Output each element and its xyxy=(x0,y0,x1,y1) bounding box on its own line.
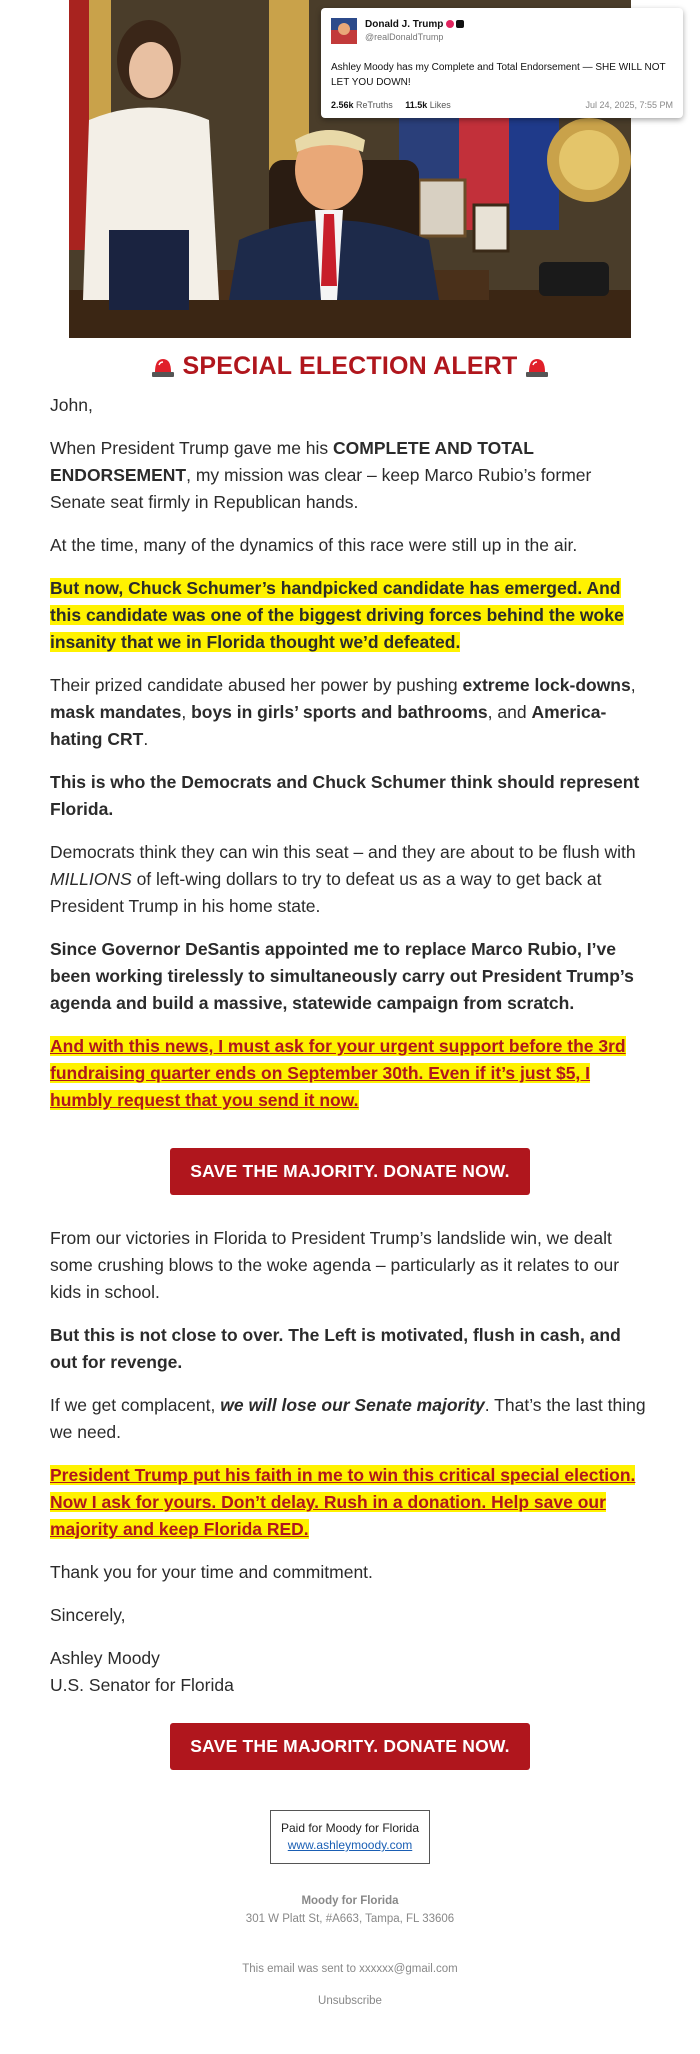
org-address: 301 W Platt St, #A663, Tampa, FL 33606 xyxy=(245,1913,455,1925)
truth-social-post-card xyxy=(321,8,683,118)
paragraph-desantis: Since Governor DeSantis appointed me to replace Marco Rubio, I’ve been working tirelessly to simultaneously carry out President Trump’s agenda and build a massive, statewide campaign from scratch. xyxy=(50,939,634,1013)
signer-title: U.S. Senator for Florida xyxy=(50,1675,234,1695)
paragraph-candidate-record: Their prized candidate abused her power by pushing extreme lock-downs, mask mandates, boys in girls’ sports and bathrooms, and America-hating CRT. xyxy=(50,675,636,749)
paragraph-thanks: Thank you for your time and commitment. xyxy=(50,1562,373,1582)
donate-button-row xyxy=(50,1148,650,1195)
more-icon xyxy=(456,20,464,28)
org-name: Moody for Florida xyxy=(301,1895,399,1907)
paid-for-text: Paid for Moody for Florida xyxy=(280,1821,420,1835)
post-date: Jul 24, 2025, 7:55 PM xyxy=(585,100,673,110)
paragraph-schumer-candidate: But now, Chuck Schumer’s handpicked candidate has emerged. And this candidate was one of the biggest driving forces behind the woke insanity that we in Florida thought we’d defeated. xyxy=(50,578,624,652)
paragraph-dynamics: At the time, many of the dynamics of this race were still up in the air. xyxy=(50,535,578,555)
siren-icon xyxy=(151,355,175,377)
alert-title: SPECIAL ELECTION ALERT xyxy=(0,352,700,381)
urgent-ask-link[interactable]: And with this news, I must ask for your urgent support before the 3rd fundraising quarter ends on September 30th. Even if it’s just $5, I humbly request that you send it now. xyxy=(50,1036,626,1110)
paragraph-faith[interactable] xyxy=(50,1462,650,1543)
donate-button-row-bottom xyxy=(50,1723,650,1770)
post-text: Ashley Moody has my Complete and Total Endorsement — SHE WILL NOT LET YOU DOWN! xyxy=(331,62,666,88)
donate-button-bottom[interactable]: SAVE THE MAJORITY. DONATE NOW. xyxy=(170,1723,529,1770)
sent-to-notice: This email was sent to xxxxxx@gmail.com xyxy=(242,1963,458,1975)
paid-for-disclaimer xyxy=(270,1810,430,1864)
signer-name: Ashley Moody xyxy=(50,1648,160,1668)
paragraph-urgent-ask[interactable] xyxy=(50,1033,650,1114)
paragraph-represent-florida: This is who the Democrats and Chuck Schumer think should represent Florida. xyxy=(50,772,640,819)
email-body xyxy=(50,392,650,2010)
footer xyxy=(50,1892,650,2010)
paragraph-complacent: If we get complacent, we will lose our Senate majority. That’s the last thing we need. xyxy=(50,1395,646,1442)
donate-button[interactable]: SAVE THE MAJORITY. DONATE NOW. xyxy=(170,1148,529,1195)
website-link[interactable]: www.ashleymoody.com xyxy=(287,1838,413,1852)
hero-photo xyxy=(69,0,673,338)
paragraph-victories: From our victories in Florida to President Trump’s landslide win, we dealt some crushing blows to the woke agenda – particularly as it relates to our kids in school. xyxy=(50,1228,620,1302)
paragraph-not-over: But this is not close to over. The Left is motivated, flush in cash, and out for revenge. xyxy=(50,1325,621,1372)
greeting: John, xyxy=(50,395,93,415)
paragraph-millions: Democrats think they can win this seat – and they are about to be flush with MILLIONS of left-wing dollars to try to defeat us as a way to get back at President Trump in his home state. xyxy=(50,842,636,916)
faith-donation-link[interactable]: President Trump put his faith in me to win this critical special election. Now I ask for yours. Don’t delay. Rush in a donation. Help save our majority and keep Florida RED. xyxy=(50,1465,636,1539)
paragraph-endorsement: When President Trump gave me his COMPLETE AND TOTAL ENDORSEMENT, my mission was clear – keep Marco Rubio’s former Senate seat firmly in Republican hands. xyxy=(50,438,592,512)
verified-badge-icon xyxy=(446,20,454,28)
profile-avatar xyxy=(331,18,357,44)
post-author-handle: @realDonaldTrump xyxy=(365,32,444,42)
siren-icon xyxy=(525,355,549,377)
signature xyxy=(50,1645,650,1699)
post-author-name: Donald J. Trump xyxy=(365,19,464,30)
closing: Sincerely, xyxy=(50,1605,126,1625)
post-stats: 2.56k ReTruths 11.5k Likes xyxy=(331,100,451,110)
unsubscribe-link[interactable]: Unsubscribe xyxy=(318,1995,382,2007)
